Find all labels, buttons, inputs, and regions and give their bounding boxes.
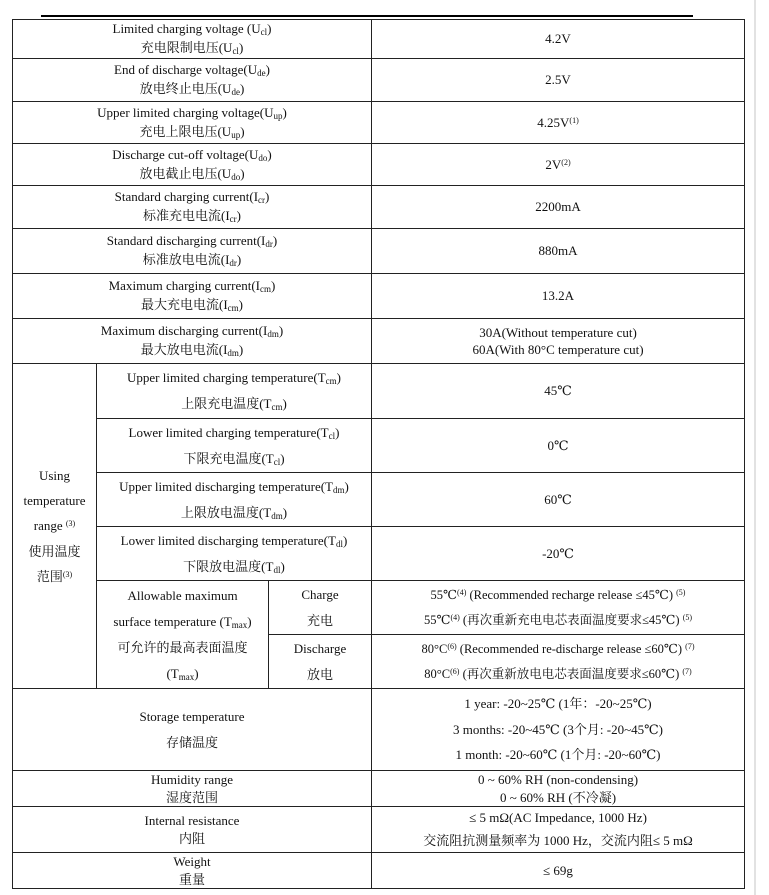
param-value: 45℃ bbox=[372, 364, 745, 419]
spec-row-maximum-charging-current bbox=[13, 274, 745, 319]
param-value: 60℃ bbox=[372, 473, 745, 527]
discharge-label: Discharge 放电 bbox=[269, 635, 372, 689]
page-edge bbox=[754, 0, 756, 895]
param-label: Discharge cut-off $voltage(U_{do})$ 放电截止电压$(U_{do})$ bbox=[13, 144, 372, 186]
discharge-surface-value: $80^\circ C^{(6)}$ (Recommended re-discharge release ≤60℃) $^{(7)}$ $80^\circ C^{(6)}$ (再次重新放电电芯表面温度要求≤60℃) $^{(7)}$ bbox=[372, 635, 745, 689]
temperature-range-label: Using temperature range $^{(3)}$ 使用温度 范围$^{(3)}$ bbox=[13, 364, 97, 689]
param-value: ≤ 69g bbox=[372, 853, 745, 889]
spec-row-weight bbox=[13, 853, 745, 889]
param-label: Upper limited charging $voltage(U_{up})$ 充电上限电压$(U_{up})$ bbox=[13, 102, 372, 144]
spec-row-end-discharge-voltage bbox=[13, 59, 745, 102]
charge-label: Charge 充电 bbox=[269, 581, 372, 635]
spec-row-standard-charging-current bbox=[13, 186, 745, 229]
param-value: $2V^{(2)}$ bbox=[372, 144, 745, 186]
param-label: Standard charging $current(I_{cr})$ 标准充电电流$(I_{cr})$ bbox=[13, 186, 372, 229]
temp-row-upper-charging bbox=[13, 364, 745, 419]
header-rule bbox=[41, 15, 693, 17]
temp-row-upper-discharging bbox=[13, 473, 745, 527]
spec-row-maximum-discharging-current bbox=[13, 319, 745, 364]
param-value: 13.2A bbox=[372, 274, 745, 319]
param-label: Lower limited discharging $temperature(T_{dl})$ 下限放电温度$(T_{dl})$ bbox=[97, 527, 372, 581]
param-value: $4.25V^{(1)}$ bbox=[372, 102, 745, 144]
param-value: 1 year: -20~25℃ (1年：-20~25℃) 3 months: -20~45℃ (3个月: -20~45℃) 1 month: -20~60℃ (1个月: -20~60℃) bbox=[372, 689, 745, 771]
footnote-ref: (1) bbox=[569, 115, 579, 125]
param-value: 30A(Without temperature cut) 60A(With 80°C temperature cut) bbox=[372, 319, 745, 364]
param-value: ≤ 5 mΩ(AC Impedance, 1000 Hz) 交流阻抗测量频率为 1000 Hz，交流内阻≤ 5 mΩ bbox=[372, 807, 745, 853]
param-label: Upper limited discharging $temperature(T_{dm})$ 上限放电温度$(T_{dm})$ bbox=[97, 473, 372, 527]
spec-row-humidity-range bbox=[13, 771, 745, 807]
param-label: Limited charging voltage $(U_{cl})$ 充电限制电压$(U_{cl})$ bbox=[13, 20, 372, 59]
param-value: 2200mA bbox=[372, 186, 745, 229]
param-value: 880mA bbox=[372, 229, 745, 274]
spec-row-standard-discharging-current bbox=[13, 229, 745, 274]
temp-row-lower-charging bbox=[13, 419, 745, 473]
param-label: End of discharge $voltage(U_{de})$ 放电终止电压$(U_{de})$ bbox=[13, 59, 372, 102]
param-label: Weight 重量 bbox=[13, 853, 372, 889]
temp-row-surface-charge bbox=[13, 581, 745, 635]
charge-surface-value: 55℃$^{(4)}$ (Recommended recharge release ≤45℃) $^{(5)}$ 55℃$^{(4)}$ (再次重新充电电芯表面温度要求≤45℃) $^{(5)}$ bbox=[372, 581, 745, 635]
param-value: 0 ~ 60% RH (non-condensing) 0 ~ 60% RH (不冷凝) bbox=[372, 771, 745, 807]
spec-row-storage-temperature bbox=[13, 689, 745, 771]
param-value: 4.2V bbox=[372, 20, 745, 59]
param-label: Internal resistance 内阻 bbox=[13, 807, 372, 853]
param-label: Lower limited charging $temperature(T_{cl})$ 下限充电温度$(T_{cl})$ bbox=[97, 419, 372, 473]
param-value: -20℃ bbox=[372, 527, 745, 581]
param-label: Upper limited charging $temperature(T_{cm})$ 上限充电温度$(T_{cm})$ bbox=[97, 364, 372, 419]
param-label: Maximum discharging $current(I_{dm})$ 最大放电电流$(I_{dm})$ bbox=[13, 319, 372, 364]
param-label: Standard discharging $current(I_{dr})$ 标准放电电流$(I_{dr})$ bbox=[13, 229, 372, 274]
spec-table bbox=[12, 19, 745, 889]
param-label: Humidity range 湿度范围 bbox=[13, 771, 372, 807]
param-label: Maximum charging $current(I_{cm})$ 最大充电电流$(I_{cm})$ bbox=[13, 274, 372, 319]
param-label: Storage temperature 存储温度 bbox=[13, 689, 372, 771]
spec-row-discharge-cutoff-voltage bbox=[13, 144, 745, 186]
spec-row-internal-resistance bbox=[13, 807, 745, 853]
spec-row-upper-charging-voltage bbox=[13, 102, 745, 144]
temp-row-lower-discharging bbox=[13, 527, 745, 581]
surface-temperature-label: Allowable maximum surface temperature $(T_{max})$ 可允许的最高表面温度 $(T_{max})$ bbox=[97, 581, 269, 689]
param-value: 0℃ bbox=[372, 419, 745, 473]
footnote-ref: (2) bbox=[561, 157, 571, 167]
param-value: 2.5V bbox=[372, 59, 745, 102]
spec-row-limited-charging-voltage bbox=[13, 20, 745, 59]
